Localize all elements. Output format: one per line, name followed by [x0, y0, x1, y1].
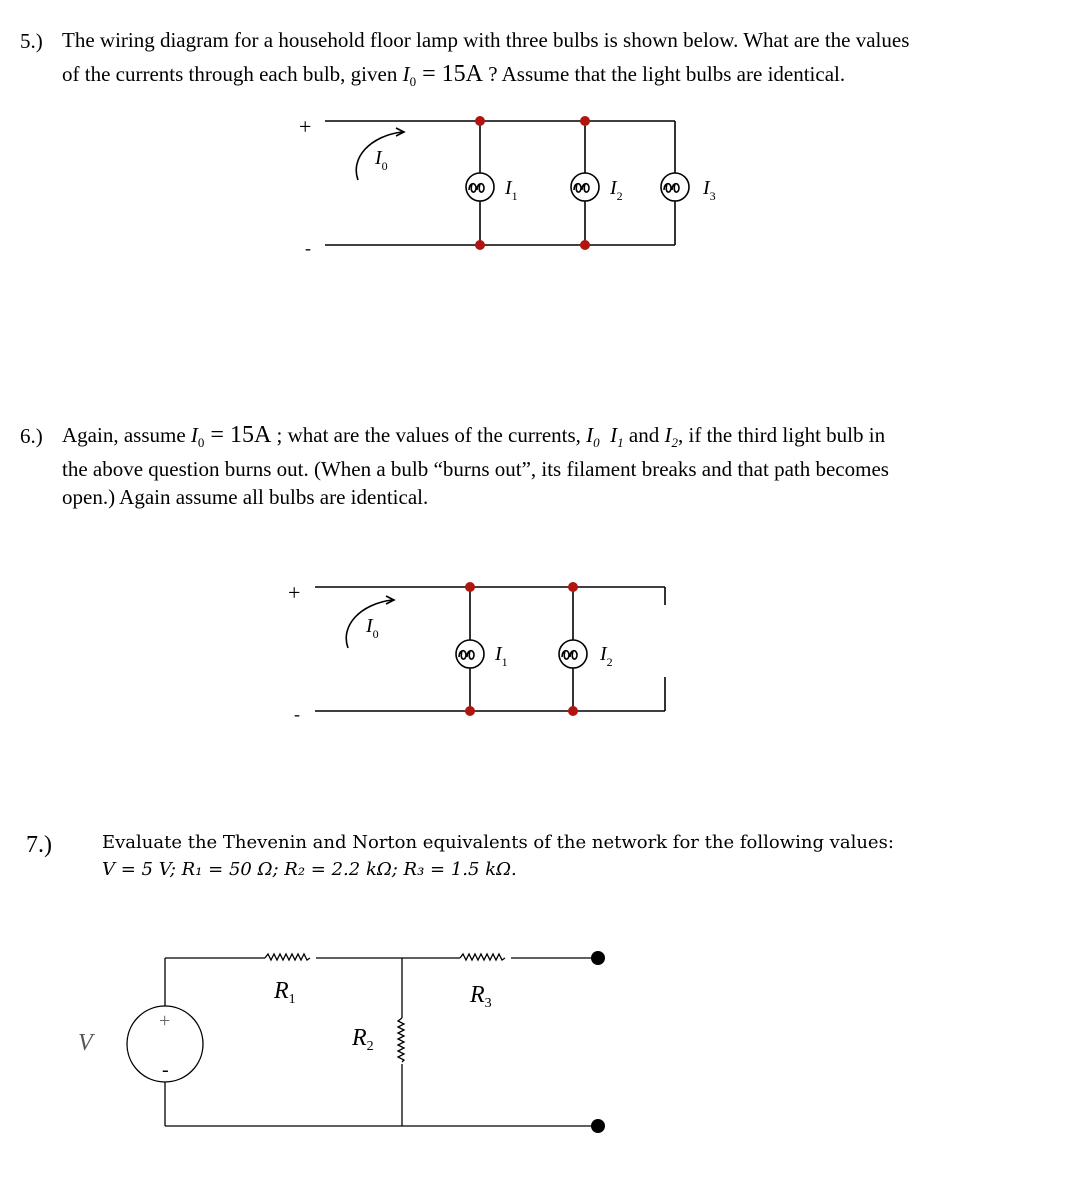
q6-sub: 0 [197, 435, 205, 450]
q7-number: 7.) [26, 832, 52, 858]
c3-source-minus: - [162, 1059, 169, 1081]
q6-line-3: open.) Again assume all bulbs are identical. [62, 485, 429, 509]
q7-line-2: V = 5 V; R₁ = 50 Ω; R₂ = 2.2 kΩ; R₃ = 1.5 kΩ. [102, 859, 517, 880]
q6-sym: I [190, 423, 198, 447]
q5-eq: = 15A [416, 61, 483, 87]
q6-eq: = 15A [204, 422, 272, 448]
q6-line-1-tail: if the third light bulb in [688, 423, 886, 447]
q5-line-2-tail: ? Assume that the light bulbs are identical. [482, 62, 846, 86]
c2-i0: $I_0$ [366, 615, 379, 641]
q6-number: 6.) [20, 424, 43, 448]
q5-sub: 0 [409, 74, 417, 89]
c3-terminal-bottom [591, 1119, 605, 1133]
c3-terminals [591, 951, 605, 1133]
c1-minus: - [305, 238, 311, 258]
c2-i2: $I_2$ [600, 643, 613, 669]
q5-number: 5.) [20, 29, 43, 53]
q5-sym: I [402, 62, 410, 86]
q6-cur-i2: $I_2$ [664, 423, 678, 450]
q6-line-1-mid: ; what are the values of the currents, [271, 423, 581, 447]
c3-r3-zigzag [460, 954, 505, 960]
c1-i1: $I_1$ [505, 177, 518, 203]
c3-r1-label: $R_1$ [274, 978, 296, 1007]
c1-i2: $I_2$ [610, 177, 623, 203]
c3-v-label: V [78, 1030, 93, 1056]
c2-minus: - [294, 704, 300, 724]
q7-line-1: Evaluate the Thevenin and Norton equivalents of the network for the following values: [102, 832, 894, 853]
q6-cur-i1: $I_1$ [610, 423, 624, 450]
q5-line-1-text: The wiring diagram for a household floor lamp with three bulbs is shown below. What are the values [62, 28, 910, 52]
c1-i0: $I_0$ [375, 147, 388, 173]
c3-r2-zigzag [398, 1018, 404, 1062]
q6-cur-i0: $I_0$ [586, 423, 600, 450]
c1-plus: + [299, 114, 312, 139]
c3-source-plus: + [159, 1010, 171, 1032]
c2-i1: $I_1$ [495, 643, 508, 669]
c1-i3: $I_3$ [703, 177, 716, 203]
q6-line-2: the above question burns out. (When a bulb “burns out”, its filament breaks and that path becomes [62, 457, 889, 481]
q6-line-1: Again, assume $I_0 = 15A$ ; what are the values of the currents, $I_0$ $I_1$ and $I_2$, if the third light bulb in [62, 422, 886, 450]
c3-terminal-top [591, 951, 605, 965]
c3-r3-label: $R_3$ [470, 982, 492, 1011]
c3-r1-zigzag [265, 954, 310, 960]
c2-plus: + [288, 580, 301, 605]
q5-line-2-text: of the currents through each bulb, given [62, 62, 398, 86]
q6-line-1-lead: Again, assume [62, 423, 186, 447]
c3-r2-label: $R_2$ [352, 1025, 374, 1054]
